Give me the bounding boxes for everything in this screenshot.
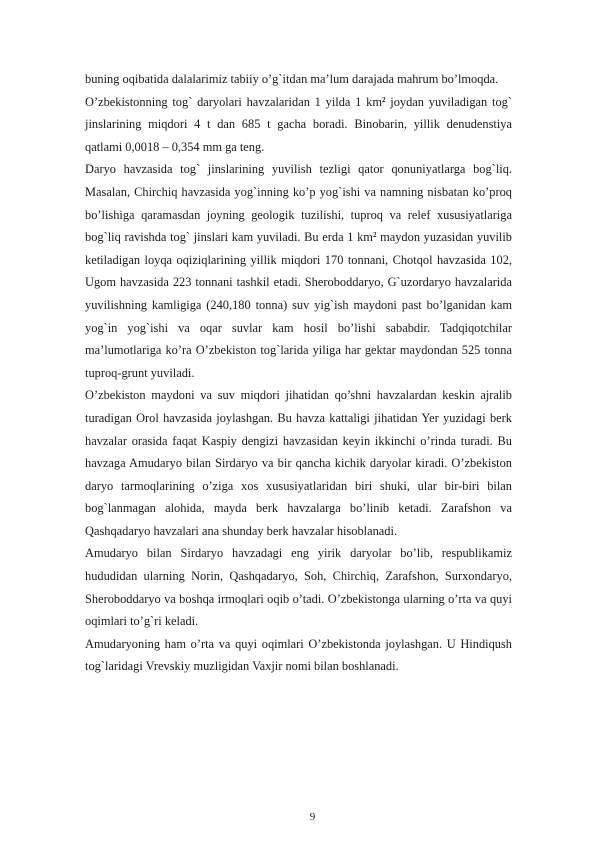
paragraph-5	[85, 542, 512, 632]
paragraph-3-text-start: Daryo havzasida tog` jinslarining yuvilish tezligi qator qonuniyatlarga bog`liq. Masalan, Chirchiq havzasida yog`inning ko’p yog`ishi va namning nisbatan ko’proq bo’lishiga qaramasdan joyning geologik tuzilishi, tuproq va relef xususiyatlariga bog`liq ravishda tog` jinslari kam yuviladi. Bu erda 1 km	[85, 162, 512, 245]
paragraph-2-text-end: joydan yuviladigan tog` jinslarining miqdori 4 t dan 685 t gacha boradi. Binobarin, yillik denudenstiya qatlami 0,0018 – 0,354 mm ga teng.	[85, 94, 512, 154]
superscript-2: 2	[372, 231, 377, 240]
paragraph-3-text-end: maydon yuzasidan yuvilib ketiladigan loyqa oqiziqlarining yillik miqdori 170 tonnani, Chotqol havzasida 102, Ugom havzasida 223 tonnani tashkil etadi. Sheroboddaryo, G`uzordaryo havzalarida yuvilishning kamligiga (240,180 tonna) suv yig`ish maydoni past bo’lganidan kam yog`in yog`ishi va oqar suvlar kam hosil bo’lishi sababdir. Tadqiqotchilar ma’lumotlariga ko’ra O’zbekiston tog`larida yiliga har gektar maydondan 525 tonna tuproq-grunt yuviladi.	[85, 230, 512, 380]
paragraph-5-text: Amudaryo bilan Sirdaryo havzadagi eng yirik daryolar bo’lib, respublikamiz hududidan ularning Norin, Qashqadaryo, Soh, Chirchiq, Zarafshon, Surxondaryo, Sheroboddaryo va boshqa irmoqlari oqib o’tadi. O’zbekistonga ularning o’rta va quyi oqimlari to’g`ri keladi.	[85, 546, 512, 629]
body-text	[85, 68, 512, 678]
superscript-2: 2	[381, 95, 386, 104]
paragraph-3	[85, 158, 512, 384]
paragraph-2-text-start: O’zbekistonning tog` daryolari havzalaridan 1 yilda 1 km	[85, 94, 382, 109]
paragraph-4-text: O’zbekiston maydoni va suv miqdori jihatidan qo’shni havzalardan keskin ajralib turadigan Orol havzasida joylashgan. Bu havza kattaligi jihatidan Yer yuzidagi berk havzalar orasida faqat Kaspiy dengizi havzasidan keyin ikkinchi o’rinda turadi. Bu havzaga Amudaryo bilan Sirdaryo va bir qancha kichik daryolar kiradi. O’zbekiston daryo tarmoqlarining o’ziga xos xususiyatlaridan biri shuki, ular bir-biri bilan bog`lanmagan alohida, mayda berk havzalarga bo’linib ketadi. Zarafshon va Qashqadaryo havzalari ana shunday berk havzalar hisoblanadi.	[85, 388, 512, 538]
paragraph-4	[85, 384, 512, 542]
paragraph-6	[85, 633, 512, 678]
page-number: 9	[309, 811, 316, 823]
paragraph-2	[85, 91, 512, 159]
paragraph-1	[85, 68, 512, 91]
paragraph-6-text: Amudaryoning ham o’rta va quyi oqimlari O’zbekistonda joylashgan. U Hindiqush tog`laridagi Vrevskiy muzligidan Vaxjir nomi bilan boshlanadi.	[85, 636, 512, 674]
paragraph-1-text: buning oqibatida dalalarimiz tabiiy o’g`itdan ma’lum darajada mahrum bo’lmoqda.	[85, 72, 499, 86]
